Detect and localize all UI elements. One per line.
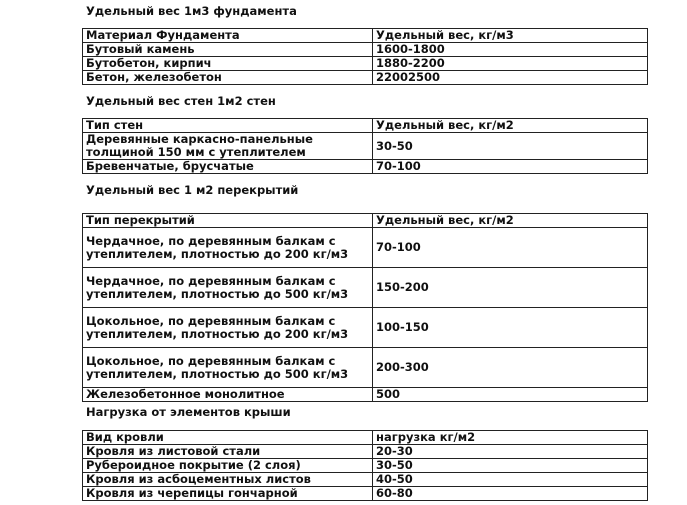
row-value: 1600-1800 (373, 43, 648, 57)
table-header-row (83, 29, 648, 43)
row-value: 70-100 (373, 228, 648, 268)
row-label: Бревенчатые, брусчатые (83, 160, 373, 174)
header-cell-weight: Удельный вес, кг/м3 (373, 29, 648, 43)
table-row (83, 459, 648, 473)
table-row (83, 308, 648, 348)
header-cell-type: Тип перекрытий (83, 214, 373, 228)
table-header-row (83, 119, 648, 133)
table-floors (82, 213, 648, 402)
table-row (83, 133, 648, 160)
row-label: Деревянные каркасно-панельные толщиной 150 мм с утеплителем (83, 133, 373, 160)
row-value: 40-50 (373, 473, 648, 487)
row-label: Чердачное, по деревянным балкам с утеплителем, плотностью до 200 кг/м3 (83, 228, 373, 268)
table-header-row (83, 214, 648, 228)
row-value: 200-300 (373, 348, 648, 388)
row-value: 22002500 (373, 71, 648, 85)
table-row (83, 348, 648, 388)
section-title-floors: Удельный вес 1 м2 перекрытий (86, 183, 299, 197)
table-row (83, 71, 648, 85)
section-title-walls: Удельный вес стен 1м2 стен (86, 94, 276, 108)
header-cell-type: Тип стен (83, 119, 373, 133)
table-row (83, 228, 648, 268)
table-row (83, 160, 648, 174)
section-title-roof: Нагрузка от элементов крыши (86, 405, 291, 419)
header-cell-type: Вид кровли (83, 431, 373, 445)
row-value: 500 (373, 388, 648, 402)
row-label: Цокольное, по деревянным балкам с утеплителем, плотностью до 200 кг/м3 (83, 308, 373, 348)
header-cell-weight: Удельный вес, кг/м2 (373, 119, 648, 133)
header-cell-weight: Удельный вес, кг/м2 (373, 214, 648, 228)
row-value: 20-30 (373, 445, 648, 459)
table-foundation (82, 28, 648, 85)
row-label: Бетон, железобетон (83, 71, 373, 85)
row-value: 150-200 (373, 268, 648, 308)
table-row (83, 388, 648, 402)
section-title-foundation: Удельный вес 1м3 фундамента (86, 4, 297, 18)
row-value: 70-100 (373, 160, 648, 174)
row-value: 30-50 (373, 133, 648, 160)
row-label: Бутобетон, кирпич (83, 57, 373, 71)
row-value: 100-150 (373, 308, 648, 348)
table-row (83, 445, 648, 459)
row-label: Рубероидное покрытие (2 слоя) (83, 459, 373, 473)
table-header-row (83, 431, 648, 445)
table-row (83, 473, 648, 487)
table-row (83, 487, 648, 501)
header-cell-material: Материал Фундамента (83, 29, 373, 43)
header-cell-load: нагрузка кг/м2 (373, 431, 648, 445)
row-label: Железобетонное монолитное (83, 388, 373, 402)
row-label: Кровля из асбоцементных листов (83, 473, 373, 487)
row-label: Кровля из листовой стали (83, 445, 373, 459)
row-value: 1880-2200 (373, 57, 648, 71)
table-roof (82, 430, 648, 501)
row-value: 60-80 (373, 487, 648, 501)
row-label: Кровля из черепицы гончарной (83, 487, 373, 501)
row-label: Чердачное, по деревянным балкам с утеплителем, плотностью до 500 кг/м3 (83, 268, 373, 308)
row-label: Цокольное, по деревянным балкам с утеплителем, плотностью до 500 кг/м3 (83, 348, 373, 388)
table-row (83, 268, 648, 308)
row-value: 30-50 (373, 459, 648, 473)
row-label: Бутовый камень (83, 43, 373, 57)
table-walls (82, 118, 648, 174)
table-row (83, 43, 648, 57)
table-row (83, 57, 648, 71)
